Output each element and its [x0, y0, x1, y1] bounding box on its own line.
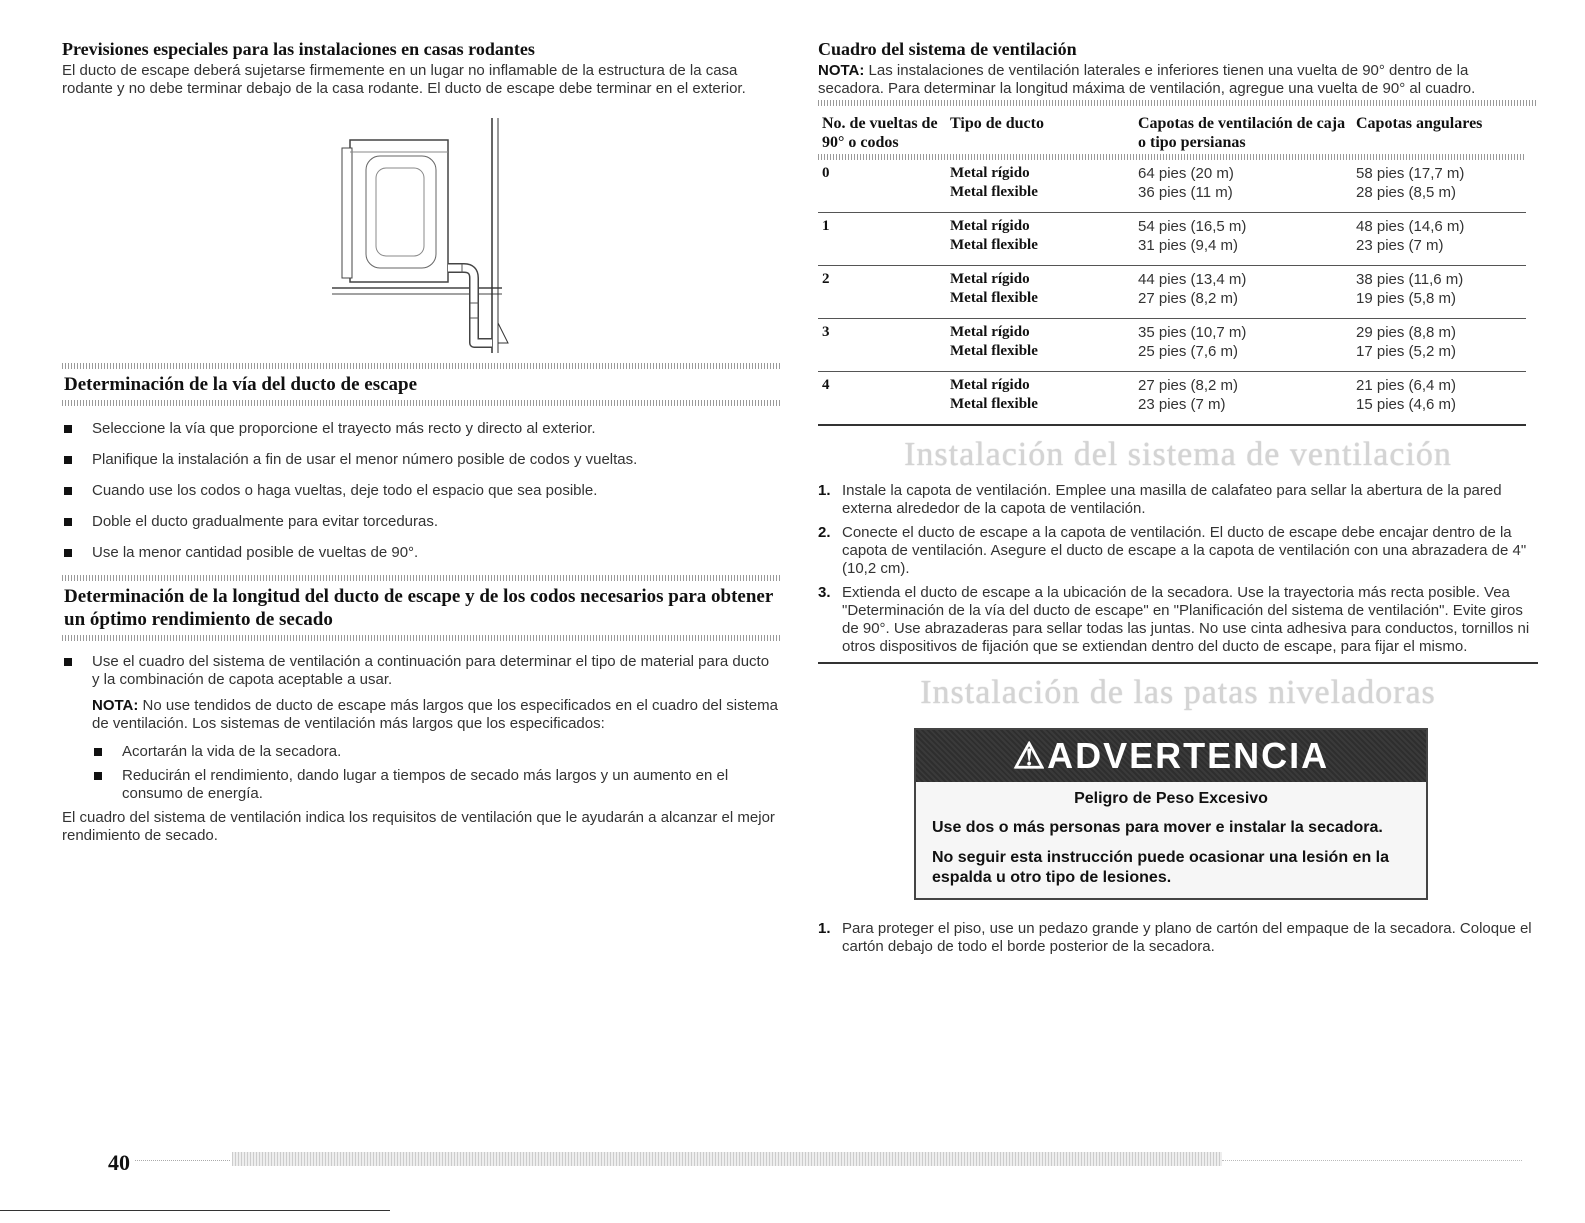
duct-type-cell: Metal rígido: [950, 165, 1030, 181]
warning-header: [916, 730, 1426, 782]
box-hood-cell: 36 pies (11 m): [1138, 184, 1233, 201]
footer-decoration: [1222, 1160, 1522, 1161]
duct-type-cell: Metal flexible: [950, 290, 1038, 306]
length-sub-list: [92, 743, 780, 803]
box-hood-cell: 23 pies (7 m): [1134, 395, 1352, 425]
col-header-box-hood: Capotas de ventilación de caja o tipo persianas: [1138, 115, 1346, 151]
note-text: Las instalaciones de ventilación laterales e inferiores tienen una vuelta de 90° dentro de la secadora. Para determinar la longitud máxima de ventilación, agregue una vuelta de 90° al cuadro.: [818, 62, 1476, 97]
warning-header-text: ADVERTENCIA: [1047, 735, 1330, 776]
turns-cell-empty: [818, 289, 946, 319]
col-header-angled-hood: Capotas angulares: [1356, 115, 1483, 132]
turns-cell: 2: [818, 266, 946, 290]
box-hood-cell: 44 pies (13,4 m): [1134, 266, 1352, 290]
step-text: Instale la capota de ventilación. Emplee una masilla de calafateo para sellar la abertura de la pared externa alrededor de la capota de ventilación.: [842, 482, 1502, 517]
length-bullet-list: [62, 653, 780, 803]
leveling-legs-title: Instalación de las patas niveladoras: [920, 674, 1436, 711]
divider: [818, 100, 1538, 106]
length-closing: El cuadro del sistema de ventilación indica los requisitos de ventilación que le ayudarán a alcanzar el mejor rendimiento de secado.: [62, 809, 775, 844]
angled-hood-cell: 17 pies (5,2 m): [1356, 343, 1457, 360]
turns-cell: 0: [822, 165, 830, 181]
turns-cell: 1: [818, 213, 946, 237]
list-item: Acortarán la vida de la secadora.: [92, 743, 780, 761]
angled-hood-cell: 23 pies (7 m): [1356, 237, 1444, 254]
turns-cell-empty: [818, 395, 946, 425]
install-vent-title: Instalación del sistema de ventilación: [904, 436, 1452, 473]
angled-hood-cell: 48 pies (14,6 m): [1352, 213, 1526, 237]
list-item: Use la menor cantidad posible de vueltas de 90°.: [62, 544, 780, 562]
turns-cell-empty: [818, 183, 946, 213]
angled-hood-cell: 15 pies (4,6 m): [1352, 395, 1526, 425]
table-row: [818, 372, 1526, 396]
mobile-home-text: El ducto de escape deberá sujetarse firmemente en un lugar no inflamable de la estructura de la casa rodante y no debe terminar debajo de la casa rodante. El ducto de escape debe terminar en el exterior.: [62, 62, 746, 97]
left-column: [62, 38, 780, 845]
table-row: [818, 319, 1526, 343]
page-number: 40: [108, 1150, 130, 1175]
table-row: [818, 395, 1526, 425]
dryer-illustration-svg: [332, 118, 522, 353]
bottom-rule: [0, 1210, 390, 1211]
angled-hood-cell: 28 pies (8,5 m): [1356, 184, 1457, 201]
list-item: 2. Conecte el ducto de escape a la capota de ventilación. El ducto de escape debe encajar dentro de la capota de ventilación. Asegure el ducto de escape a la capota de ventilación con una abrazadera de 4" (10,2 cm).: [818, 524, 1527, 577]
box-hood-cell: 31 pies (9,4 m): [1138, 237, 1239, 254]
turns-cell: 3: [818, 319, 946, 343]
angled-hood-cell: 29 pies (8,8 m): [1352, 319, 1526, 343]
list-item: Planifique la instalación a fin de usar el menor número posible de codos y vueltas.: [62, 451, 780, 469]
list-item: [62, 653, 780, 803]
duct-type-cell: Metal rígido: [946, 319, 1134, 343]
col-header-turns: No. de vueltas de 90° o codos: [822, 115, 938, 151]
note-text: No use tendidos de ducto de escape más largos que los especificados en el cuadro del sistema de ventilación. Los sistemas de ventilación más largos que los especificados:: [92, 697, 778, 732]
angled-hood-cell: 19 pies (5,8 m): [1356, 290, 1457, 307]
divider: [818, 662, 1538, 664]
step-text: Conecte el ducto de escape a la capota de ventilación. El ducto de escape debe encajar dentro de la capota de ventilación. Asegure el ducto de escape a la capota de ventilación con una abrazadera de 4" (10,2 cm).: [842, 524, 1527, 577]
table-row: [818, 183, 1526, 213]
leveling-steps: [818, 920, 1538, 956]
warning-box: [914, 728, 1428, 900]
table-row: [818, 342, 1526, 372]
divider: [62, 635, 780, 641]
list-item: 1. Instale la capota de ventilación. Emplee una masilla de calafateo para sellar la abertura de la pared externa alrededor de la capota de ventilación.: [818, 482, 1502, 517]
box-hood-cell: 35 pies (10,7 m): [1134, 319, 1352, 343]
col-header-duct-type: Tipo de ducto: [950, 115, 1044, 132]
footer-bar: [232, 1152, 1222, 1166]
turns-cell: 4: [818, 372, 946, 396]
duct-type-cell: Metal flexible: [950, 343, 1038, 359]
length-heading: Determinación de la longitud del ducto de escape y de los codos necesarios para obtener un óptimo rendimiento de secado: [64, 586, 773, 630]
table-header-row: [818, 110, 1526, 154]
angled-hood-cell: 21 pies (6,4 m): [1352, 372, 1526, 396]
box-hood-cell: 64 pies (20 m): [1138, 165, 1234, 182]
duct-type-cell: Metal rígido: [946, 372, 1134, 396]
footer-decoration: [135, 1160, 230, 1161]
duct-type-cell: Metal rígido: [946, 266, 1134, 290]
turns-cell-empty: [818, 236, 946, 266]
table-row: [818, 266, 1526, 290]
list-item: 3. Extienda el ducto de escape a la ubicación de la secadora. Use la trayectoria más recta posible. Vea "Determinación de la vía del ducto de escape" en "Planificación del sistema de ventilación". Evite giros de 90°. Use abrazaderas para sellar todas las juntas. No use cinta adhesiva para conductos, tornillos ni otros dispositivos de fijación que se extiendan dentro del ducto de escape, para fijar el mismo.: [818, 584, 1530, 655]
duct-type-cell: Metal flexible: [946, 395, 1134, 425]
step-text: Extienda el ducto de escape a la ubicación de la secadora. Use la trayectoria más recta posible. Vea "Determinación de la vía del ducto de escape" en "Planificación del sistema de ventilación". Evite giros de 90°. Use abrazaderas para sellar todas las juntas. No use cinta adhesiva para conductos, tornillos ni otros dispositivos de fijación que se extiendan dentro del ducto de escape, para fijar el mismo.: [842, 584, 1530, 655]
step-text: Para proteger el piso, use un pedazo grande y plano de cartón del empaque de la secadora. Coloque el cartón debajo de todo el borde posterior de la secadora.: [842, 920, 1532, 955]
duct-type-cell: Metal flexible: [950, 237, 1038, 253]
list-item: Doble el ducto gradualmente para evitar torceduras.: [62, 513, 780, 531]
vent-chart-note: [818, 62, 1538, 98]
note-label: NOTA:: [818, 62, 865, 79]
angled-hood-cell: 58 pies (17,7 m): [1356, 165, 1465, 182]
table-row: [818, 160, 1526, 183]
dryer-vent-illustration: [332, 118, 522, 353]
warning-title: Peligro de Peso Excesivo: [1074, 790, 1268, 807]
box-hood-cell: 25 pies (7,6 m): [1138, 343, 1239, 360]
box-hood-cell: 27 pies (8,2 m): [1138, 290, 1239, 307]
divider: [62, 400, 780, 406]
duct-type-cell: Metal flexible: [950, 184, 1038, 200]
angled-hood-cell: 38 pies (11,6 m): [1352, 266, 1526, 290]
vent-chart-heading: Cuadro del sistema de ventilación: [818, 39, 1077, 59]
length-note: [92, 697, 780, 733]
list-item: Cuando use los codos o haga vueltas, deje todo el espacio que sea posible.: [62, 482, 780, 500]
vent-system-table: [818, 110, 1526, 426]
note-label: NOTA:: [92, 697, 139, 714]
table-row: [818, 289, 1526, 319]
box-hood-cell: 54 pies (16,5 m): [1134, 213, 1352, 237]
list-item: 1. Para proteger el piso, use un pedazo grande y plano de cartón del empaque de la secadora. Coloque el cartón debajo de todo el borde posterior de la secadora.: [818, 920, 1532, 955]
route-heading: Determinación de la vía del ducto de escape: [64, 374, 418, 395]
table-row: [818, 213, 1526, 237]
turns-cell-empty: [818, 342, 946, 372]
table-row: [818, 236, 1526, 266]
right-column: [818, 38, 1538, 962]
warning-text-2: No seguir esta instrucción puede ocasionar una lesión en la espalda u otro tipo de lesiones.: [932, 849, 1390, 886]
warning-text-1: Use dos o más personas para mover e instalar la secadora.: [932, 819, 1383, 836]
mobile-home-heading: Previsiones especiales para las instalaciones en casas rodantes: [62, 39, 535, 59]
duct-type-cell: Metal rígido: [946, 213, 1134, 237]
route-bullet-list: [62, 420, 780, 562]
warning-body: [916, 782, 1426, 898]
box-hood-cell: 27 pies (8,2 m): [1134, 372, 1352, 396]
list-item: Seleccione la vía que proporcione el trayecto más recto y directo al exterior.: [62, 420, 780, 438]
list-item: Reducirán el rendimiento, dando lugar a tiempos de secado más largos y un aumento en el consumo de energía.: [92, 767, 780, 803]
warning-triangle-icon: ⚠: [1012, 735, 1048, 776]
install-vent-steps: [818, 482, 1538, 656]
length-bullet-text: Use el cuadro del sistema de ventilación a continuación para determinar el tipo de material para ducto y la combinación de capota aceptable a usar.: [92, 653, 770, 688]
